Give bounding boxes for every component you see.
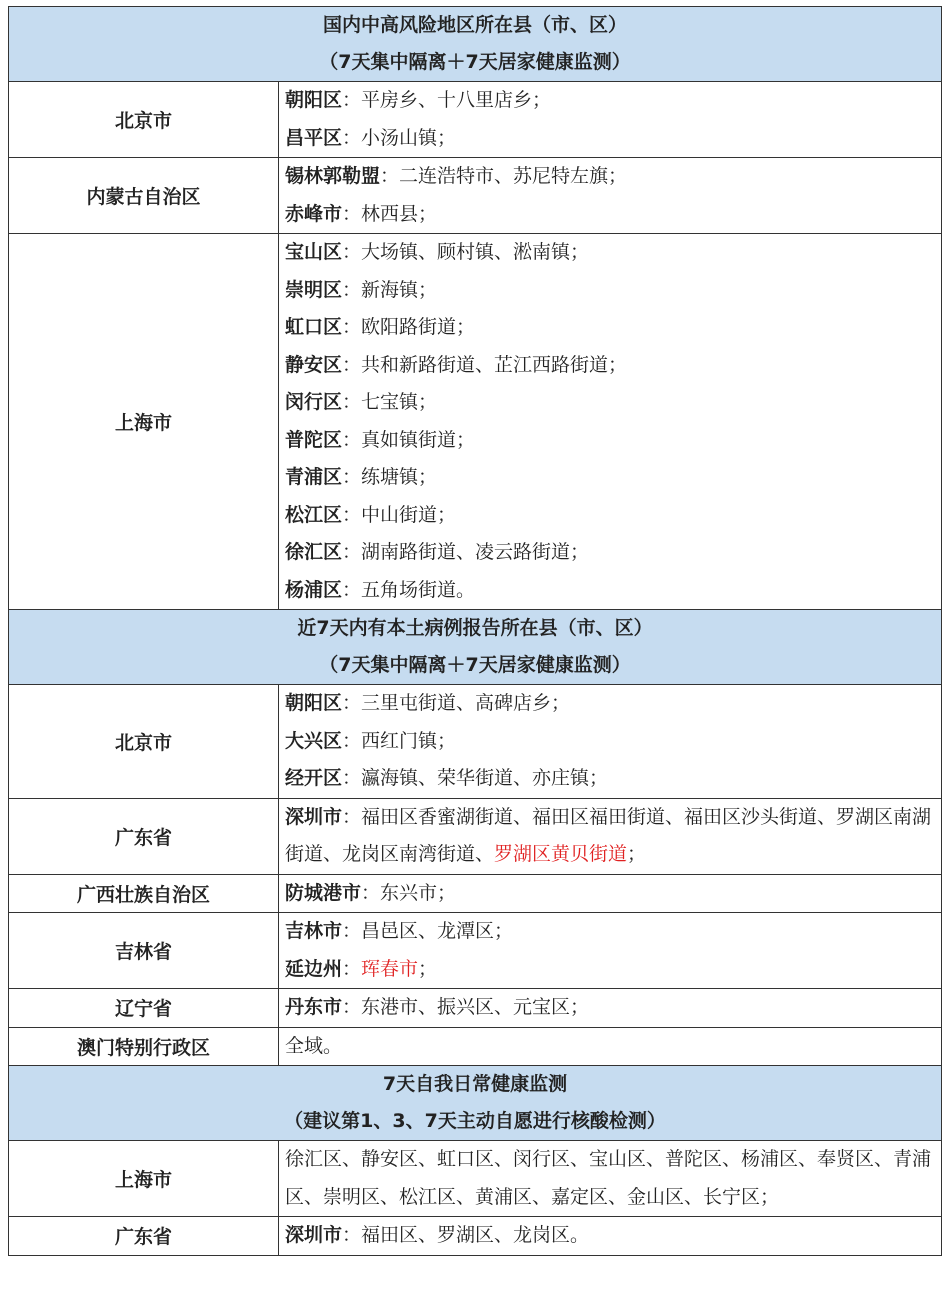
city-name: 松江区 — [285, 503, 343, 526]
province-cell: 内蒙古自治区 — [9, 158, 279, 234]
table-row — [9, 1217, 942, 1256]
city-name: 虹口区 — [285, 316, 343, 338]
detail-line — [285, 82, 941, 120]
detail-line — [285, 534, 941, 572]
colon: ： — [342, 541, 362, 563]
table-row — [9, 798, 942, 874]
detail-line — [285, 196, 941, 234]
area-list: 练塘镇； — [361, 466, 438, 488]
section-header-row — [9, 610, 942, 685]
city-name: 朝阳区 — [285, 89, 343, 111]
province-cell: 辽宁省 — [9, 989, 279, 1028]
city-name: 闵行区 — [285, 391, 343, 413]
colon: ： — [342, 1224, 362, 1246]
colon: ： — [342, 805, 362, 828]
detail-cell — [279, 158, 942, 234]
table-row — [9, 913, 942, 989]
area-list: 林西县； — [361, 202, 438, 225]
detail-line — [285, 723, 941, 761]
city-name: 昌平区 — [285, 126, 343, 149]
colon: ： — [342, 578, 362, 601]
area-list: 全域。 — [285, 1034, 343, 1057]
section-subtitle: （建议第1、3、7天主动自愿进行核酸检测） — [284, 1110, 666, 1132]
province-cell: 广西壮族自治区 — [9, 874, 279, 913]
highlighted-area: 罗湖区黄贝街道 — [494, 843, 628, 865]
area-list: 小汤山镇； — [361, 126, 457, 149]
detail-cell — [279, 234, 942, 610]
city-name: 深圳市 — [285, 1224, 343, 1246]
city-name: 深圳市 — [285, 805, 343, 828]
detail-line — [285, 120, 941, 158]
city-name: 杨浦区 — [285, 578, 343, 601]
detail-cell — [279, 685, 942, 799]
city-name: 延边州 — [285, 957, 343, 980]
detail-line — [285, 422, 941, 460]
area-list: 福田区、罗湖区、龙岗区。 — [361, 1224, 590, 1246]
section-title: 近7天内有本土病例报告所在县（市、区） — [297, 617, 653, 639]
quarantine-policy-table-container — [8, 6, 941, 1256]
table-row — [9, 989, 942, 1028]
province-cell: 吉林省 — [9, 913, 279, 989]
city-name: 大兴区 — [285, 729, 343, 752]
detail-cell — [279, 1217, 942, 1256]
detail-cell — [279, 913, 942, 989]
quarantine-policy-table — [8, 6, 942, 1256]
detail-line — [285, 497, 941, 535]
area-list: 五角场街道。 — [361, 578, 476, 601]
city-name: 丹东市 — [285, 996, 343, 1018]
area-list: 大场镇、顾村镇、淞南镇； — [361, 241, 590, 263]
highlighted-area: 珲春市 — [361, 957, 419, 980]
colon: ： — [342, 466, 362, 488]
area-list: 昌邑区、龙潭区； — [361, 920, 514, 942]
colon: ： — [342, 767, 362, 789]
detail-cell — [279, 1141, 942, 1217]
city-name: 防城港市 — [285, 881, 362, 904]
colon: ： — [342, 692, 362, 714]
detail-cell — [279, 1027, 942, 1066]
area-list: 瀛海镇、荣华街道、亦庄镇； — [361, 767, 609, 789]
area-list: ； — [418, 957, 438, 980]
area-list: 平房乡、十八里店乡； — [361, 89, 552, 111]
detail-line — [285, 951, 941, 989]
detail-cell — [279, 989, 942, 1028]
city-name: 静安区 — [285, 353, 343, 376]
section-subtitle: （7天集中隔离＋7天居家健康监测） — [319, 654, 631, 676]
section-header — [9, 7, 942, 82]
province-cell: 上海市 — [9, 234, 279, 610]
detail-line — [285, 384, 941, 422]
table-row — [9, 1141, 942, 1217]
province-cell: 广东省 — [9, 798, 279, 874]
area-list: 中山街道； — [361, 503, 457, 526]
colon: ： — [380, 165, 400, 187]
city-name: 宝山区 — [285, 241, 343, 263]
section-header-row — [9, 1066, 942, 1141]
city-name: 普陀区 — [285, 428, 343, 451]
colon: ： — [342, 957, 362, 980]
section-header — [9, 1066, 942, 1141]
table-row — [9, 82, 942, 158]
table-row — [9, 158, 942, 234]
detail-paragraph — [285, 1141, 941, 1216]
province-cell: 上海市 — [9, 1141, 279, 1217]
city-name: 锡林郭勒盟 — [285, 165, 381, 187]
area-list: 湖南路街道、凌云路街道； — [361, 541, 590, 563]
colon: ： — [342, 241, 362, 263]
section-title: 7天自我日常健康监测 — [382, 1073, 568, 1095]
detail-line — [285, 459, 941, 497]
detail-line — [285, 1028, 941, 1066]
city-name: 青浦区 — [285, 466, 343, 488]
colon: ： — [342, 391, 362, 413]
city-name: 崇明区 — [285, 278, 343, 301]
area-list: 共和新路街道、芷江西路街道； — [361, 353, 628, 376]
colon: ： — [342, 920, 362, 942]
colon: ： — [342, 353, 362, 376]
colon: ： — [342, 996, 362, 1018]
city-name: 朝阳区 — [285, 692, 343, 714]
province-cell: 北京市 — [9, 685, 279, 799]
colon: ： — [361, 881, 381, 904]
area-list: 东兴市； — [380, 881, 457, 904]
detail-line — [285, 158, 941, 196]
area-list: 欧阳路街道； — [361, 316, 476, 338]
colon: ： — [342, 202, 362, 225]
colon: ： — [342, 316, 362, 338]
detail-line — [285, 572, 941, 610]
city-name: 赤峰市 — [285, 202, 343, 225]
detail-line — [285, 309, 941, 347]
section-header — [9, 610, 942, 685]
area-list: 新海镇； — [361, 278, 438, 301]
detail-line — [285, 685, 941, 723]
colon: ： — [342, 729, 362, 752]
colon: ： — [342, 126, 362, 149]
city-name: 经开区 — [285, 767, 343, 789]
colon: ： — [342, 89, 362, 111]
area-list: 福田区香蜜湖街道、福田区福田街道、福田区沙头街道、罗湖区南湖街道、龙岗区南湾街道、 — [285, 805, 932, 865]
area-list: 三里屯街道、高碑店乡； — [361, 692, 571, 714]
section-subtitle: （7天集中隔离＋7天居家健康监测） — [319, 51, 631, 73]
city-name: 吉林市 — [285, 920, 343, 942]
area-list: 七宝镇； — [361, 391, 438, 413]
area-list: 东港市、振兴区、元宝区； — [361, 996, 590, 1018]
detail-line — [285, 989, 941, 1027]
table-row — [9, 685, 942, 799]
province-cell: 澳门特别行政区 — [9, 1027, 279, 1066]
table-row — [9, 1027, 942, 1066]
detail-line — [285, 913, 941, 951]
detail-line — [285, 234, 941, 272]
detail-line — [285, 272, 941, 310]
colon: ： — [342, 503, 362, 526]
section-title: 国内中高风险地区所在县（市、区） — [323, 14, 628, 36]
detail-cell — [279, 82, 942, 158]
city-name: 徐汇区 — [285, 541, 343, 563]
area-list: 真如镇街道； — [361, 428, 476, 451]
detail-paragraph — [285, 799, 941, 874]
detail-line — [285, 875, 941, 913]
detail-cell — [279, 874, 942, 913]
detail-line — [285, 1217, 941, 1255]
detail-line — [285, 760, 941, 798]
detail-cell — [279, 798, 942, 874]
area-list: 徐汇区、静安区、虹口区、闵行区、宝山区、普陀区、杨浦区、奉贤区、青浦区、崇明区、松江区、黄浦区、嘉定区、金山区、长宁区； — [285, 1148, 932, 1208]
colon: ： — [342, 278, 362, 301]
province-cell: 广东省 — [9, 1217, 279, 1256]
detail-line — [285, 347, 941, 385]
punctuation: ； — [627, 843, 647, 865]
area-list: 二连浩特市、苏尼特左旗； — [399, 165, 628, 187]
colon: ： — [342, 428, 362, 451]
area-list: 西红门镇； — [361, 729, 457, 752]
section-header-row — [9, 7, 942, 82]
table-row — [9, 874, 942, 913]
table-row — [9, 234, 942, 610]
province-cell: 北京市 — [9, 82, 279, 158]
